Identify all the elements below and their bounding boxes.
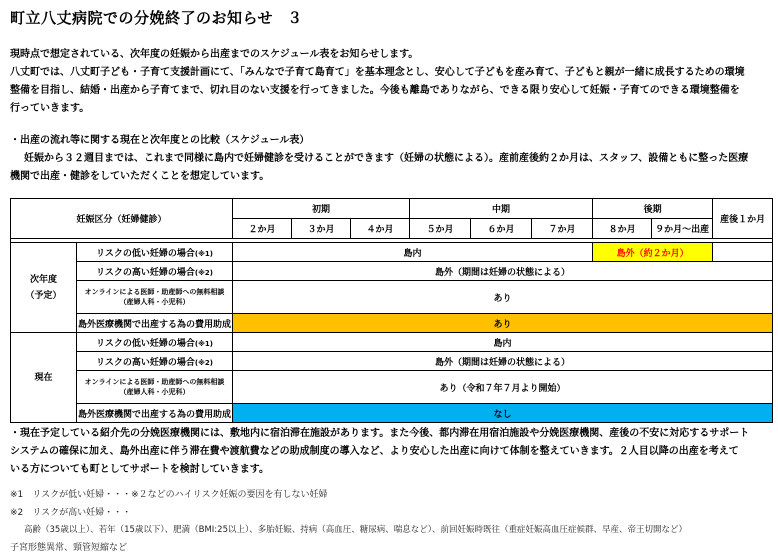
current-high-risk-note: (※2) [195,359,213,367]
current-online-line-1: オンラインによる医師・助産師への無料相談 [77,377,232,387]
intro-line-2: 八丈町では、八丈町子ども・子育て支援計画にて、「みんなで子育て島育て」を基本理念とし、安心して子どもを産み育て、子どもと親が一緒に成長するための環境 [10,64,770,82]
header-early: 初期 [233,199,410,219]
cell-next-high-risk: 島外（期間は妊婦の状態による） [233,262,773,281]
title-text: 町立八丈病院での分娩終了のお知らせ [10,9,273,27]
cell-next-online: あり [233,281,773,314]
note-2: ※2 リスクが高い妊婦・・・ [10,505,770,523]
page-title [10,7,303,28]
footnotes [10,487,770,557]
intro-line-1: 現時点で想定されている、次年度の妊娠から出産までのスケジュール表をお知らせします。 [10,46,770,64]
outro-line-3: いる方についても町としてサポートを検討していきます。 [10,461,770,479]
month-2: ２か月 [233,219,292,239]
note-2-detail: 高齢（35歳以上）、若年（15歳以下）、肥満（BMI:25以上）、多胎妊娠、持病（高血圧、糖尿病、喘息など）、前回妊娠時既往（重症妊娠高血圧症候群、早産、帝王切開など） [10,522,770,540]
header-late: 後期 [593,199,713,219]
low-risk-note: (※1) [195,250,213,258]
current-high-risk-text: リスクの高い妊婦の場合 [96,358,195,368]
online-line-2: （産婦人科・小児科） [77,297,232,307]
month-5: ５か月 [410,219,471,239]
current-low-risk-note: (※1) [195,340,213,348]
row-high-risk-label [77,262,233,281]
row-low-risk-label [77,243,233,262]
month-3: ３か月 [292,219,351,239]
row-online-label [77,281,233,314]
group-current: 現在 [11,333,77,423]
section-line-2: 機関で出産・健診をしていただくことを想定しています。 [10,168,770,186]
section-line-1: 妊娠から３２週目までは、これまで同様に島内で妊婦健診を受けることができます（妊婦の状態による）。産前産後約２か月は、スタッフ、設備ともに整った医療 [10,150,770,168]
row-current-high-risk-label [77,352,233,371]
month-4: ４か月 [351,219,410,239]
group-next-year-line-2: （予定） [11,288,76,304]
header-postpartum: 産後１か月 [713,199,773,239]
note-2-detail-cont: 子宮形態異常、頸管短縮など [10,540,770,557]
month-6: ６か月 [471,219,532,239]
intro-paragraph [10,46,770,118]
cell-next-low-risk-island: 島内 [233,243,593,262]
cell-current-high-risk: 島外（期間は妊婦の状態による） [233,352,773,371]
month-8: ８か月 [593,219,652,239]
intro-line-4: 行っていきます。 [10,100,770,118]
low-risk-text: リスクの低い妊婦の場合 [96,249,195,259]
row-current-low-risk-label [77,333,233,352]
current-low-risk-text: リスクの低い妊婦の場合 [96,339,195,349]
title-number: ３ [287,9,303,27]
high-risk-text: リスクの高い妊婦の場合 [96,268,195,278]
month-9-birth: ９か月～出産 [652,219,713,239]
schedule-table [10,198,773,423]
row-subsidy-label: 島外医療機関で出産する為の費用助成 [77,314,233,333]
header-category: 妊娠区分（妊婦健診） [11,199,233,239]
group-next-year [11,243,77,333]
cell-current-online: あり（令和７年７月より開始） [233,371,773,404]
cell-next-subsidy: あり [233,314,773,333]
row-current-subsidy-label: 島外医療機関で出産する為の費用助成 [77,404,233,423]
section-paragraph [10,132,770,186]
intro-line-3: 整備を目指し、結婚・出産から子育てまで、切れ目のない支援を行ってきました。今後も離島でありながら、できる限り安心して妊娠・子育てのできる環境整備を [10,82,770,100]
outro-paragraph [10,425,770,479]
header-middle: 中期 [410,199,593,219]
cell-next-low-risk-offisland: 島外（約２か月） [593,243,713,262]
outro-line-2: システムの確保に加え、島外出産に伴う滞在費や渡航費などの助成制度の導入など、より安心した出産に向けて体制を整えていきます。２人目以降の出産を考えて [10,443,770,461]
current-online-line-2: （産婦人科・小児科） [77,387,232,397]
cell-next-low-risk-postpartum [713,243,773,262]
cell-current-low-risk: 島内 [233,333,773,352]
online-line-1: オンラインによる医師・助産師への無料相談 [77,287,232,297]
outro-line-1: ・現在予定している紹介先の分娩医療機関には、敷地内に宿泊滞在施設があります。また今後、都内滞在用宿泊施設や分娩医療機関、産後の不安に対応するサポート [10,425,770,443]
note-1: ※1 リスクが低い妊婦・・・※２などのハイリスク妊娠の要因を有しない妊婦 [10,487,770,505]
row-current-online-label [77,371,233,404]
group-next-year-line-1: 次年度 [11,272,76,288]
section-heading: ・出産の流れ等に関する現在と次年度との比較（スケジュール表） [10,132,770,150]
month-7: ７か月 [532,219,593,239]
cell-current-subsidy: なし [233,404,773,423]
high-risk-note: (※2) [195,269,213,277]
